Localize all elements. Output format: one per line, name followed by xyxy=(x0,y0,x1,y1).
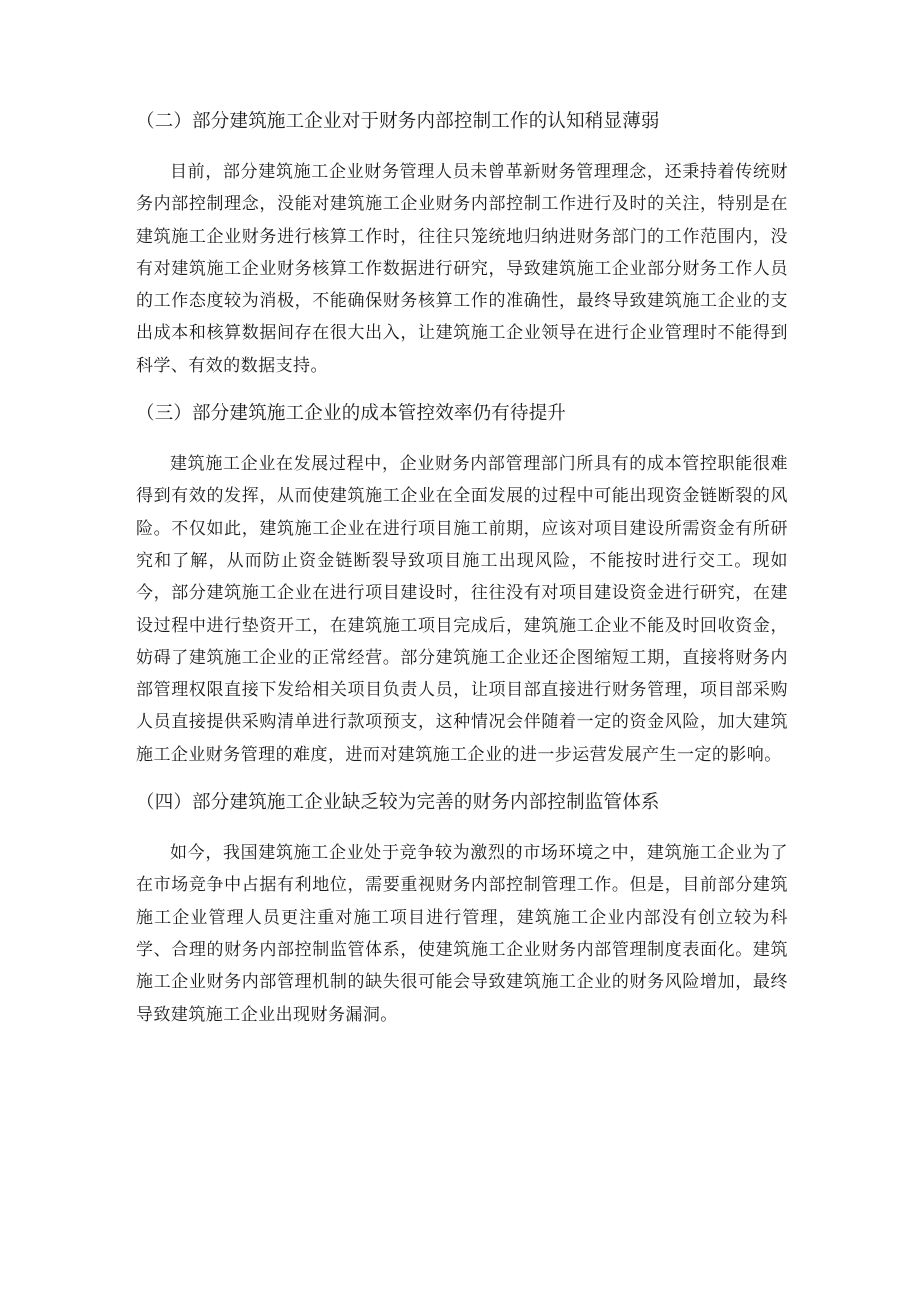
spacer xyxy=(136,771,788,785)
spacer xyxy=(136,432,788,448)
spacer xyxy=(136,821,788,837)
section-heading-4: （四）部分建筑施工企业缺乏较为完善的财务内部控制监管体系 xyxy=(136,792,660,814)
section-paragraph-4: 如今，我国建筑施工企业处于竞争较为激烈的市场环境之中，建筑施工企业为了在市场竞争中占据有利地位，需要重视财务内部控制管理工作。但是，目前部分建筑施工企业管理人员更注重对施工项目进行管理，建筑施工企业内部没有创立较为科学、合理的财务内部控制监管体系，使建筑施工企业财务内部管理制度表面化。建筑施工企业财务内部管理机制的缺失很可能会导致建筑施工企业的财务风险增加，最终导致建筑施工企业出现财务漏洞。 xyxy=(136,843,788,1025)
section-paragraph-3: 建筑施工企业在发展过程中，企业财务内部管理部门所具有的成本管控职能很难得到有效的发挥，从而使建筑施工企业在全面发展的过程中可能出现资金链断裂的风险。不仅如此，建筑施工企业在进行项目施工前期，应该对项目建设所需资金有所研究和了解，从而防止资金链断裂导致项目施工出现风险，不能按时进行交工。现如今，部分建筑施工企业在进行项目建设时，往往没有对项目建设资金进行研究，在建设过程中进行垫资开工，在建筑施工项目完成后，建筑施工企业不能及时回收资金，妨碍了建筑施工企业的正常经营。部分建筑施工企业还企图缩短工期，直接将财务内部管理权限直接下发给相关项目负责人员，让项目部直接进行财务管理，项目部采购人员直接提供采购清单进行款项预支，这种情况会伴随着一定的资金风险，加大建筑施工企业财务管理的难度，进而对建筑施工企业的进一步运营发展产生一定的影响。 xyxy=(136,454,788,765)
document-body xyxy=(136,104,788,1031)
spacer xyxy=(136,140,788,156)
spacer xyxy=(136,382,788,396)
section-heading-2: （二）部分建筑施工企业对于财务内部控制工作的认知稍显薄弱 xyxy=(136,111,660,132)
section-heading-3: （三）部分建筑施工企业的成本管控效率仍有待提升 xyxy=(136,403,567,425)
section-paragraph-2: 目前，部分建筑施工企业财务管理人员未曾革新财务管理理念，还秉持着传统财务内部控制理念，没能对建筑施工企业财务内部控制工作进行及时的关注，特别是在建筑施工企业财务进行核算工作时，往往只笼统地归纳进财务部门的工作范围内，没有对建筑施工企业财务核算工作数据进行研究，导致建筑施工企业部分财务工作人员的工作态度较为消极，不能确保财务核算工作的准确性，最终导致建筑施工企业的支出成本和核算数据间存在很大出入，让建筑施工企业领导在进行企业管理时不能得到科学、有效的数据支持。 xyxy=(136,162,788,376)
